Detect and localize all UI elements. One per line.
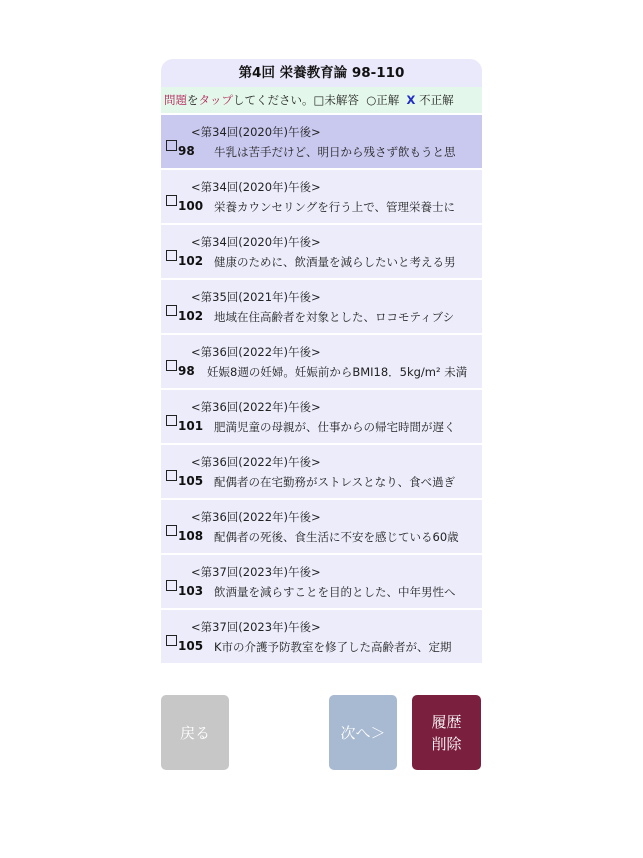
question-text: 飲酒量を減らすことを目的とした、中年男性へ	[214, 585, 456, 599]
delete-history-label-line2: 削除	[431, 734, 462, 753]
question-row[interactable]	[161, 500, 482, 553]
next-button[interactable]	[329, 695, 397, 770]
question-number: 103	[178, 584, 204, 598]
unanswered-checkbox-icon	[166, 305, 177, 316]
question-number: 108	[178, 529, 204, 543]
legend-unanswered: □未解答	[313, 93, 359, 107]
question-list-panel	[161, 59, 482, 663]
question-row[interactable]	[161, 280, 482, 333]
question-number: 105	[178, 639, 204, 653]
question-text: 肥満児童の母親が、仕事からの帰宅時間が遅く	[214, 420, 456, 434]
question-number: 100	[178, 199, 204, 213]
legend-text-instruction: してください。	[233, 93, 314, 107]
question-number: 98	[178, 364, 195, 378]
question-number: 98	[178, 144, 195, 158]
question-exam-label: <第35回(2021年)午後>	[191, 290, 321, 304]
question-text: 地域在住高齢者を対象とした、ロコモティブシ	[214, 310, 455, 324]
unanswered-checkbox-icon	[166, 250, 177, 261]
delete-history-label-line1: 履歴	[431, 712, 462, 731]
question-row[interactable]	[161, 390, 482, 443]
legend-bar	[161, 87, 482, 113]
question-number: 102	[178, 254, 204, 268]
question-exam-label: <第36回(2022年)午後>	[191, 345, 321, 359]
question-row[interactable]	[161, 555, 482, 608]
question-exam-label: <第37回(2023年)午後>	[191, 565, 321, 579]
question-exam-label: <第36回(2022年)午後>	[191, 510, 321, 524]
question-text: 妊娠8週の妊婦。妊娠前からBMI18．5kg/m² 未満	[207, 365, 468, 379]
legend-text-tap: タップ	[198, 93, 233, 107]
unanswered-checkbox-icon	[166, 635, 177, 646]
question-exam-label: <第37回(2023年)午後>	[191, 620, 321, 634]
unanswered-checkbox-icon	[166, 140, 177, 151]
question-text: 栄養カウンセリングを行う上で、管理栄養士に	[214, 200, 456, 214]
question-row[interactable]	[161, 610, 482, 663]
question-text: 健康のために、飲酒量を減らしたいと考える男	[214, 255, 456, 269]
question-number: 101	[178, 419, 204, 433]
page-title: 第4回 栄養教育論 98-110	[161, 59, 482, 87]
question-exam-label: <第34回(2020年)午後>	[191, 235, 321, 249]
unanswered-checkbox-icon	[166, 195, 177, 206]
unanswered-checkbox-icon	[166, 360, 177, 371]
unanswered-checkbox-icon	[166, 525, 177, 536]
back-button-label: 戻る	[179, 723, 210, 742]
question-row[interactable]	[161, 170, 482, 223]
question-exam-label: <第34回(2020年)午後>	[191, 125, 321, 139]
question-exam-label: <第36回(2022年)午後>	[191, 400, 321, 414]
question-text: 牛乳は苦手だけど、明日から残さず飲もうと思	[214, 145, 456, 159]
unanswered-checkbox-icon	[166, 580, 177, 591]
question-text: 配偶者の死後、食生活に不安を感じている60歳	[214, 530, 459, 544]
question-row[interactable]	[161, 115, 482, 168]
question-row[interactable]	[161, 335, 482, 388]
question-text: K市の介護予防教室を修了した高齢者が、定期	[214, 640, 452, 654]
legend-incorrect-label: 不正解	[415, 93, 454, 107]
legend-incorrect-mark: X	[406, 93, 416, 107]
unanswered-checkbox-icon	[166, 470, 177, 481]
legend-text-question: 問題	[164, 93, 187, 107]
legend-correct: ○正解	[366, 93, 400, 107]
question-number: 102	[178, 309, 204, 323]
unanswered-checkbox-icon	[166, 415, 177, 426]
question-exam-label: <第34回(2020年)午後>	[191, 180, 321, 194]
next-button-label: 次へ＞	[340, 723, 386, 742]
legend-text-wo: を	[187, 93, 199, 107]
delete-history-button[interactable]	[412, 695, 481, 770]
question-text: 配偶者の在宅勤務がストレスとなり、食べ過ぎ	[214, 475, 456, 489]
back-button[interactable]	[161, 695, 229, 770]
question-row[interactable]	[161, 445, 482, 498]
question-exam-label: <第36回(2022年)午後>	[191, 455, 321, 469]
question-row[interactable]	[161, 225, 482, 278]
question-number: 105	[178, 474, 204, 488]
